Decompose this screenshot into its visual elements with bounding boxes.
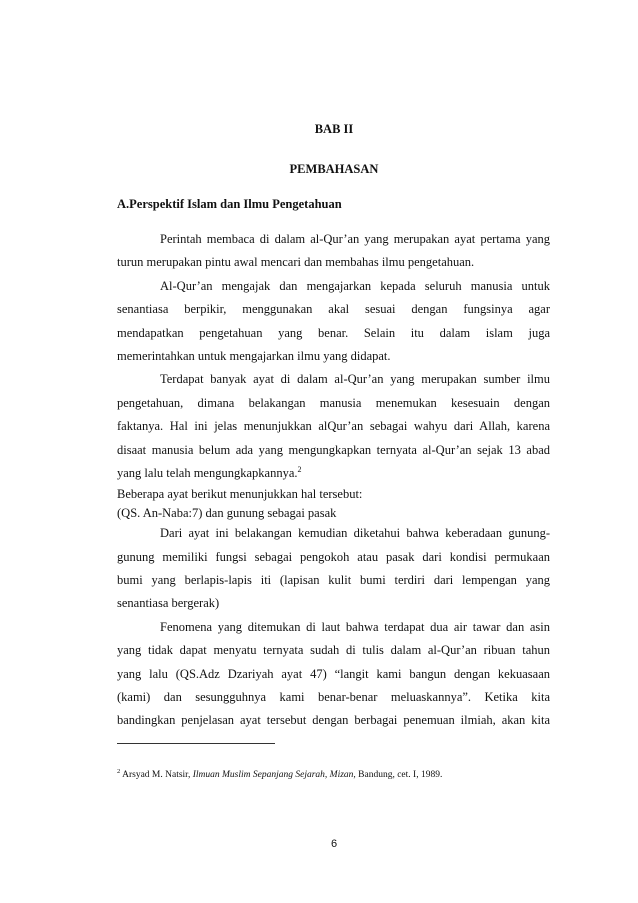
chapter-title: PEMBAHASAN bbox=[289, 162, 379, 176]
paragraph-line: bumi yang berlapis-lapis iti (lapisan kulit bumi terdiri dari lempengan yang bbox=[117, 573, 550, 588]
paragraph-line: Dari ayat ini belakangan kemudian diketahui bahwa keberadaan gunung- bbox=[160, 526, 550, 541]
paragraph-line-with-footnote bbox=[117, 462, 550, 485]
paragraph-line: Beberapa ayat berikut menunjukkan hal tersebut: bbox=[117, 487, 363, 502]
footnote-title: Ilmuan Muslim Sepanjang Sejarah, Mizan bbox=[192, 770, 354, 780]
paragraph-line: (QS. An-Naba:7) dan gunung sebagai pasak bbox=[117, 505, 337, 520]
section-heading: A.Perspektif Islam dan Ilmu Pengetahuan bbox=[117, 197, 342, 211]
paragraph-line: senantiasa berpikir, menggunakan akal sesuai dengan fungsinya agar bbox=[117, 302, 550, 317]
paragraph-line: pengetahuan, dimana belakangan manusia menemukan kesesuain dengan bbox=[117, 395, 550, 410]
paragraph-line: senantiasa bergerak) bbox=[117, 596, 220, 611]
paragraph-line: memerintahkan untuk mengajarkan ilmu yang didapat. bbox=[117, 348, 391, 363]
footnote-publication: , Bandung, cet. I, 1989. bbox=[353, 770, 443, 780]
paragraph-line: Terdapat banyak ayat di dalam al-Qur’an yang merupakan sumber ilmu bbox=[160, 372, 550, 387]
paragraph-text: yang lalu telah mengungkapkannya. bbox=[117, 465, 298, 480]
chapter-number: BAB II bbox=[314, 122, 354, 136]
paragraph-line: mendapatkan pengetahuan yang benar. Selain itu dalam islam juga bbox=[117, 325, 550, 340]
footnote-author: Arsyad M. Natsir, bbox=[120, 770, 193, 780]
paragraph-line: Fenomena yang ditemukan di laut bahwa terdapat dua air tawar dan asin bbox=[160, 619, 550, 634]
footnote bbox=[117, 767, 443, 780]
paragraph-line: faktanya. Hal ini jelas menunjukkan alQur’an sebagai wahyu dari Allah, karena bbox=[117, 419, 550, 434]
paragraph-line: Perintah membaca di dalam al-Qur’an yang merupakan ayat pertama yang bbox=[160, 232, 550, 246]
paragraph-line: Al-Qur’an mengajak dan mengajarkan kepada seluruh manusia untuk bbox=[160, 278, 550, 293]
paragraph-line: yang tidak dapat menyatu ternyata sudah di tulis dalam al-Qur’an ribuan tahun bbox=[117, 643, 550, 658]
footnote-marker: 2 bbox=[117, 767, 121, 775]
paragraph-line: gunung memiliki fungsi sebagai pengokoh atau pasak dari kondisi permukaan bbox=[117, 549, 550, 564]
paragraph-line: disaat manusia belum ada yang mengungkapkan ternyata al-Qur’an sejak 13 abad bbox=[117, 442, 550, 457]
paragraph-line: yang lalu (QS.Adz Dzariyah ayat 47) “langit kami bangun dengan kekuasaan bbox=[117, 666, 550, 681]
paragraph-line: (kami) dan sesungguhnya kami benar-benar meluaskannya”. Ketika kita bbox=[117, 690, 550, 705]
footnote-reference: 2 bbox=[297, 464, 302, 474]
footnote-divider bbox=[117, 743, 275, 744]
paragraph-line: bandingkan penjelasan ayat tersebut dengan berbagai penemuan ilmiah, akan kita bbox=[117, 713, 550, 728]
page-number: 6 bbox=[330, 838, 338, 850]
body-text bbox=[117, 228, 550, 733]
paragraph-line: turun merupakan pintu awal mencari dan membahas ilmu pengetahuan. bbox=[117, 255, 475, 270]
